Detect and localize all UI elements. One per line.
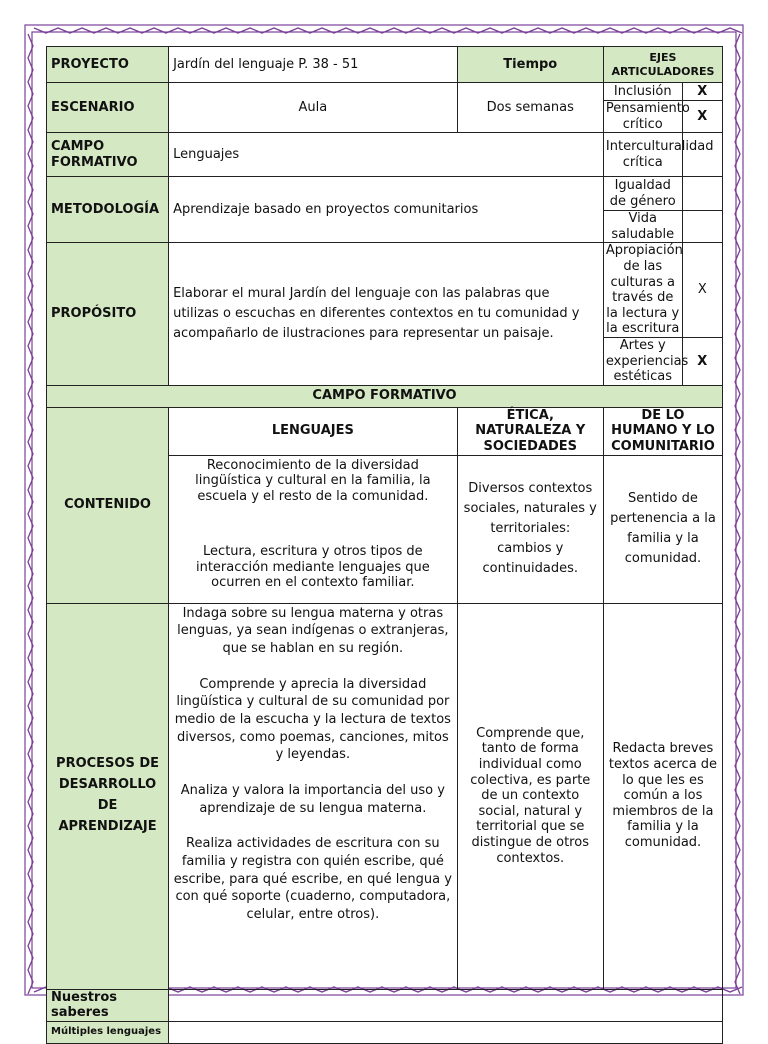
campo-formativo-value: Lenguajes — [169, 133, 604, 177]
eje-name: Interculturalidad crítica — [603, 133, 682, 177]
eje-name: Vida saludable — [603, 211, 682, 243]
eje-mark: X — [682, 101, 722, 133]
nuestros-saberes-label: Nuestros saberes — [47, 989, 169, 1021]
proposito-label: PROPÓSITO — [47, 243, 169, 385]
campo-formativo-label: CAMPO FORMATIVO — [47, 133, 169, 177]
eje-name: Pensamiento crítico — [603, 101, 682, 133]
pda-label: PROCESOS DE DESARROLLO DE APRENDIZAJE — [47, 603, 169, 989]
pda-lenguajes — [169, 603, 458, 989]
pda-etica: Comprende que, tanto de forma individual como colectiva, es parte de un contexto social, natural y territorial que se distingue de otros contextos. — [457, 603, 603, 989]
tiempo-value: Dos semanas — [457, 83, 603, 133]
eje-mark — [682, 177, 722, 211]
eje-name: Apropiación de las culturas a través de la lectura y la escritura — [603, 243, 682, 338]
contenido-lenguajes — [169, 455, 458, 603]
tiempo-label: Tiempo — [457, 47, 603, 83]
ejes-title: EJES ARTICULADORES — [603, 47, 722, 83]
escenario-value: Aula — [169, 83, 458, 133]
eje-mark: X — [682, 83, 722, 101]
column-header-humano: DE LO HUMANO Y LO COMUNITARIO — [603, 407, 722, 455]
contenido-etica: Diversos contextos sociales, naturales y territoriales: cambios y continuidades. — [457, 455, 603, 603]
proposito-value: Elaborar el mural Jardín del lenguaje con las palabras que utilizas o escuchas en diferentes contextos en tu comunidad y acompañarlo de ilustraciones para representar un paisaje. — [169, 243, 604, 385]
nuestros-saberes-value — [169, 989, 723, 1021]
planning-table — [46, 46, 723, 1044]
pda-lenguajes-item: Comprende y aprecia la diversidad lingüística y cultural de su comunidad por medio de la escucha y la lectura de textos diversos, como poemas, canciones, mitos y leyendas. — [174, 676, 451, 763]
pda-humano: Redacta breves textos acerca de lo que les es común a los miembros de la familia y la comunidad. — [603, 603, 722, 989]
metodologia-value: Aprendizaje basado en proyectos comunitarios — [169, 177, 604, 243]
column-header-etica: ÉTICA, NATURALEZA Y SOCIEDADES — [457, 407, 603, 455]
multiples-lenguajes-label: Múltiples lenguajes — [47, 1021, 169, 1043]
escenario-label: ESCENARIO — [47, 83, 169, 133]
pda-lenguajes-item: Analiza y valora la importancia del uso y aprendizaje de su lengua materna. — [180, 782, 445, 816]
contenido-label: CONTENIDO — [64, 497, 151, 513]
eje-mark: X — [682, 243, 722, 338]
pda-lenguajes-item: Realiza actividades de escritura con su familia y registra con quién escribe, qué escribe, para qué escribe, en qué lengua y con qué soporte (cuaderno, computadora, celular, entre otros). — [173, 836, 452, 922]
contenido-humano: Sentido de pertenencia a la familia y la comunidad. — [603, 455, 722, 603]
eje-name: Artes y experiencias estéticas — [603, 337, 682, 385]
contenido-label-spacer — [47, 407, 169, 603]
proyecto-value: Jardín del lenguaje P. 38 - 51 — [169, 47, 458, 83]
eje-name: Inclusión — [603, 83, 682, 101]
multiples-lenguajes-value — [169, 1021, 723, 1043]
column-header-lenguajes: LENGUAJES — [169, 407, 458, 455]
pda-lenguajes-item: Indaga sobre su lengua materna y otras lenguas, ya sean indígenas o extranjeras, que se hablan en su región. — [177, 605, 449, 656]
campo-formativo-header: CAMPO FORMATIVO — [47, 385, 723, 407]
eje-name: Igualdad de género — [603, 177, 682, 211]
eje-mark: X — [682, 337, 722, 385]
contenido-lenguajes-item: Lectura, escritura y otros tipos de interacción mediante lenguajes que ocurren en el contexto familiar. — [195, 544, 430, 591]
metodologia-label: METODOLOGÍA — [47, 177, 169, 243]
contenido-lenguajes-item: Reconocimiento de la diversidad lingüística y cultural en la familia, la escuela y el resto de la comunidad. — [195, 457, 431, 504]
proyecto-label: PROYECTO — [47, 47, 169, 83]
eje-mark — [682, 211, 722, 243]
